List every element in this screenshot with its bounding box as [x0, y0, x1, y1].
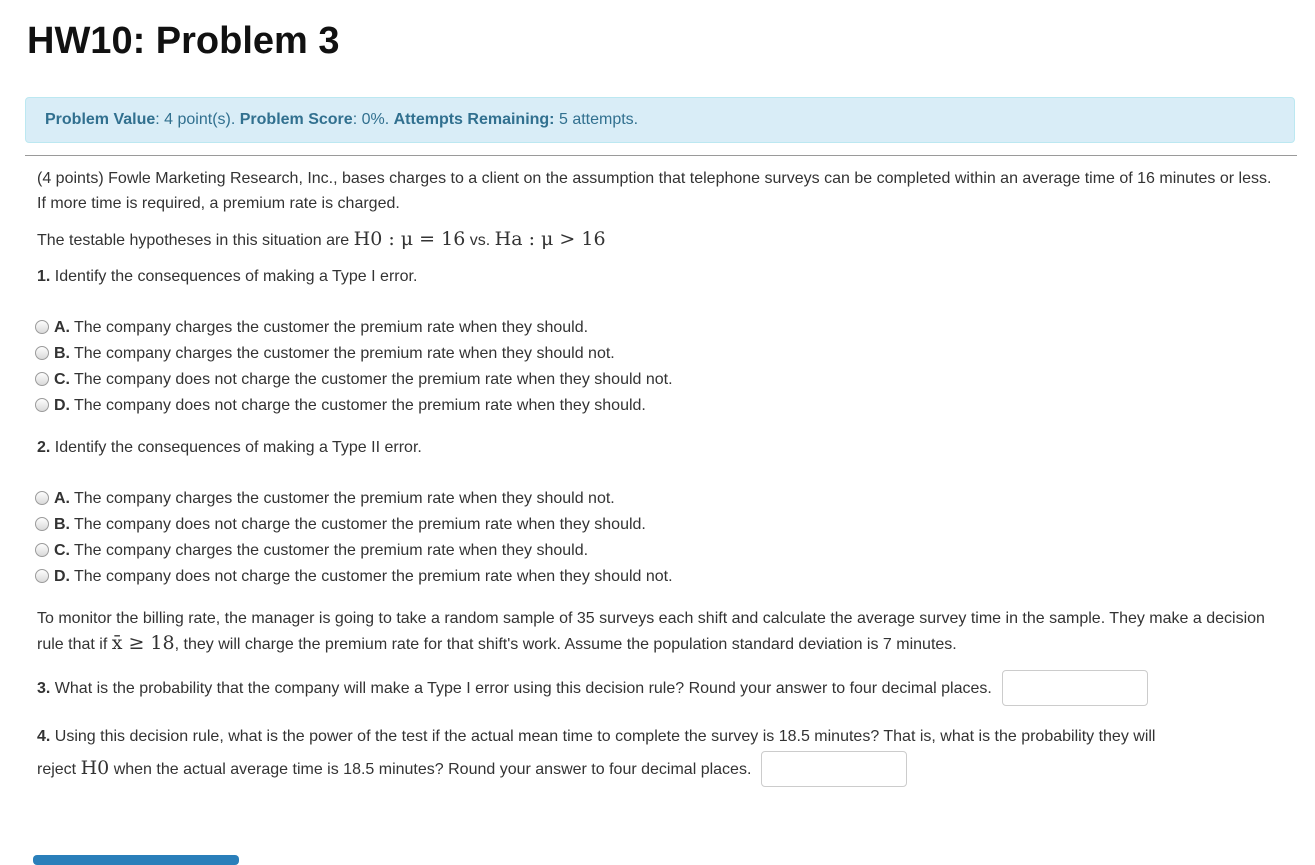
radio-button[interactable] [35, 346, 49, 360]
q1-option-b[interactable] [35, 340, 1277, 366]
question-3-number: 3. [37, 679, 51, 697]
option-letter: C. [54, 370, 70, 388]
alternative-hypothesis: Ha : μ > 16 [494, 228, 606, 250]
option-text: The company does not charge the customer the premium rate when they should not. [74, 370, 673, 388]
q1-option-c[interactable] [35, 366, 1277, 392]
problem-score-label: Problem Score [239, 111, 353, 128]
hypotheses-line [37, 224, 1277, 256]
option-letter: C. [54, 541, 70, 559]
question-2-number: 2. [37, 439, 51, 456]
problem-intro: (4 points) Fowle Marketing Research, Inc., bases charges to a client on the assumption that telephone surveys can be completed within an average time of 16 minutes or less. If more time is required, a premium rate is charged. [37, 170, 1272, 212]
question-4-line-2 [37, 749, 1277, 789]
hypotheses-vs: vs. [469, 232, 491, 249]
attempts-remaining: 5 attempts. [558, 111, 639, 128]
option-text: The company does not charge the customer the premium rate when they should not. [74, 567, 673, 585]
q2-option-c[interactable] [35, 537, 1277, 563]
question-2 [37, 435, 1277, 460]
option-text: The company charges the customer the premium rate when they should not. [74, 344, 615, 362]
hypotheses-prefix: The testable hypotheses in this situation are [37, 232, 350, 249]
problem-value: 4 point(s). [164, 111, 236, 128]
submit-button[interactable] [33, 855, 239, 865]
question-2-options [37, 485, 1277, 589]
null-hypothesis: H0 : μ = 16 [353, 228, 466, 250]
radio-button[interactable] [35, 398, 49, 412]
question-1-text: Identify the consequences of making a Type I error. [54, 268, 418, 285]
radio-button[interactable] [35, 517, 49, 531]
option-letter: B. [54, 344, 70, 362]
problem-body [37, 166, 1277, 789]
decision-rule-text-b: , they will charge the premium rate for that shift's work. Assume the population standard deviation is 7 minutes. [174, 636, 957, 653]
question-1-options [37, 314, 1277, 418]
question-3 [37, 668, 1277, 708]
problem-status-bar: Problem Value: 4 point(s). Problem Score: 0%. Attempts Remaining: 5 attempts. [25, 97, 1295, 143]
page-title: HW10: Problem 3 [27, 20, 340, 62]
radio-button[interactable] [35, 569, 49, 583]
option-letter: D. [54, 567, 70, 585]
question-3-text: What is the probability that the company will make a Type I error using this decision rule? Round your answer to four decimal places. [54, 679, 992, 697]
question-4-text-b: when the actual average time is 18.5 minutes? Round your answer to four decimal places. [113, 761, 752, 778]
q1-option-d[interactable] [35, 392, 1277, 418]
question-2-text: Identify the consequences of making a Type II error. [54, 439, 422, 456]
problem-value-label: Problem Value [45, 111, 156, 128]
decision-rule-paragraph [37, 606, 1277, 657]
q2-option-d[interactable] [35, 563, 1277, 589]
question-4-null-hypothesis: H0 [80, 757, 110, 779]
question-1 [37, 264, 1277, 289]
option-text: The company charges the customer the premium rate when they should. [74, 541, 589, 559]
option-text: The company does not charge the customer the premium rate when they should. [74, 515, 646, 533]
decision-rule-text-a: To monitor the billing rate, the manager is going to take a random sample of 35 surveys each shift and calculate the average survey time in the sample. They make a decision rule that if [37, 610, 1265, 653]
radio-button[interactable] [35, 372, 49, 386]
question-4-number: 4. [37, 728, 51, 745]
option-text: The company charges the customer the premium rate when they should not. [74, 489, 615, 507]
question-4 [37, 724, 1277, 749]
option-text: The company does not charge the customer the premium rate when they should. [74, 396, 646, 414]
divider [25, 155, 1297, 156]
option-letter: A. [54, 318, 70, 336]
q2-option-b[interactable] [35, 511, 1277, 537]
option-text: The company charges the customer the premium rate when they should. [74, 318, 589, 336]
radio-button[interactable] [35, 543, 49, 557]
radio-button[interactable] [35, 491, 49, 505]
question-4-answer-input[interactable] [761, 751, 907, 787]
radio-button[interactable] [35, 320, 49, 334]
question-4-text-a: Using this decision rule, what is the power of the test if the actual mean time to complete the survey is 18.5 minutes? That is, what is the probability they will [54, 728, 1156, 745]
q2-option-a[interactable] [35, 485, 1277, 511]
option-letter: B. [54, 515, 70, 533]
option-letter: A. [54, 489, 70, 507]
option-letter: D. [54, 396, 70, 414]
q1-option-a[interactable] [35, 314, 1277, 340]
question-1-number: 1. [37, 268, 51, 285]
decision-rule-math: x̄ ≥ 18 [111, 632, 175, 654]
question-3-answer-input[interactable] [1002, 670, 1148, 706]
problem-score: 0%. [361, 111, 390, 128]
question-4-reject: reject [37, 761, 77, 778]
attempts-remaining-label: Attempts Remaining: [393, 111, 555, 128]
